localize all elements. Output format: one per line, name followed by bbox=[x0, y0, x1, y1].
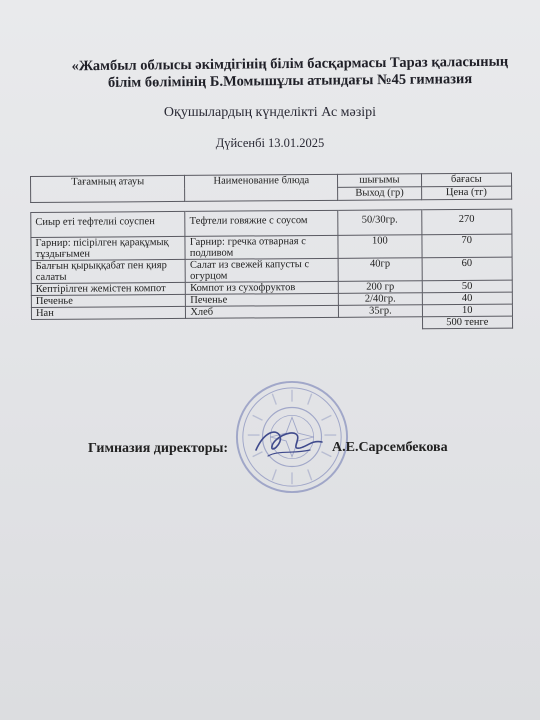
dish-yield: 50/30гр. bbox=[338, 210, 421, 236]
dish-ru: Компот из сухофруктов bbox=[186, 281, 339, 294]
dish-kz: Сиыр еті тефтелиі соуспен bbox=[31, 211, 186, 237]
header-price-ru: Цена (тг) bbox=[421, 186, 512, 200]
dish-kz: Кептірілген жемістен компот bbox=[31, 282, 185, 295]
dish-ru: Тефтели говяжие с соусом bbox=[185, 210, 338, 236]
dish-price: 60 bbox=[422, 257, 513, 281]
dish-price: 270 bbox=[421, 209, 512, 235]
menu-date: Дүйсенбі 13.01.2025 bbox=[215, 136, 325, 150]
director-signature bbox=[250, 420, 330, 464]
dish-yield: 200 гр bbox=[339, 281, 422, 294]
dish-kz: Нан bbox=[31, 306, 185, 319]
director-name: А.Е.Сарсембекова bbox=[332, 440, 448, 455]
menu-table bbox=[30, 173, 513, 332]
dish-ru: Гарнир: гречка отварная с подливом bbox=[185, 235, 338, 259]
dish-yield: 100 bbox=[338, 235, 421, 259]
header-yield-kz: шығымы bbox=[338, 174, 421, 188]
dish-yield: 40гр bbox=[338, 258, 421, 282]
header-yield-ru: Выход (гр) bbox=[338, 187, 421, 201]
header-kz-name: Тағамның атауы bbox=[31, 175, 186, 202]
table-row bbox=[31, 234, 512, 260]
director-label: Гимназия директоры: bbox=[88, 441, 229, 456]
dish-price: 10 bbox=[422, 304, 513, 317]
dish-ru: Печенье bbox=[186, 293, 339, 306]
dish-price: 50 bbox=[422, 280, 513, 293]
dish-kz: Гарнир: пісірілген қарақұмық тұздығымен bbox=[31, 236, 186, 260]
header-ru-name: Наименование блюда bbox=[185, 174, 338, 201]
total-price: 500 тенге bbox=[422, 316, 513, 329]
dish-kz: Балғын қырыққабат пен қияр салаты bbox=[31, 259, 186, 283]
dish-ru: Салат из свежей капусты с огурцом bbox=[185, 258, 338, 282]
dish-kz: Печенье bbox=[31, 294, 185, 307]
total-row bbox=[32, 316, 513, 331]
table-row bbox=[31, 257, 512, 283]
menu-subtitle: Оқушылардың күнделікті Ас мәзірі bbox=[163, 105, 377, 120]
dish-ru: Хлеб bbox=[186, 305, 339, 318]
dish-price: 40 bbox=[422, 292, 513, 305]
dish-price: 70 bbox=[421, 234, 512, 258]
header-price-kz: бағасы bbox=[421, 173, 512, 187]
table-row bbox=[31, 209, 512, 237]
organization-title: «Жамбыл облысы әкімдігінің білім басқармасы Тараз қаласының білім бөлімінің Б.Момышұлы атындағы №45 гимназия bbox=[71, 53, 509, 91]
dish-yield: 2/40гр. bbox=[339, 293, 422, 306]
dish-yield: 35гр. bbox=[339, 305, 422, 318]
